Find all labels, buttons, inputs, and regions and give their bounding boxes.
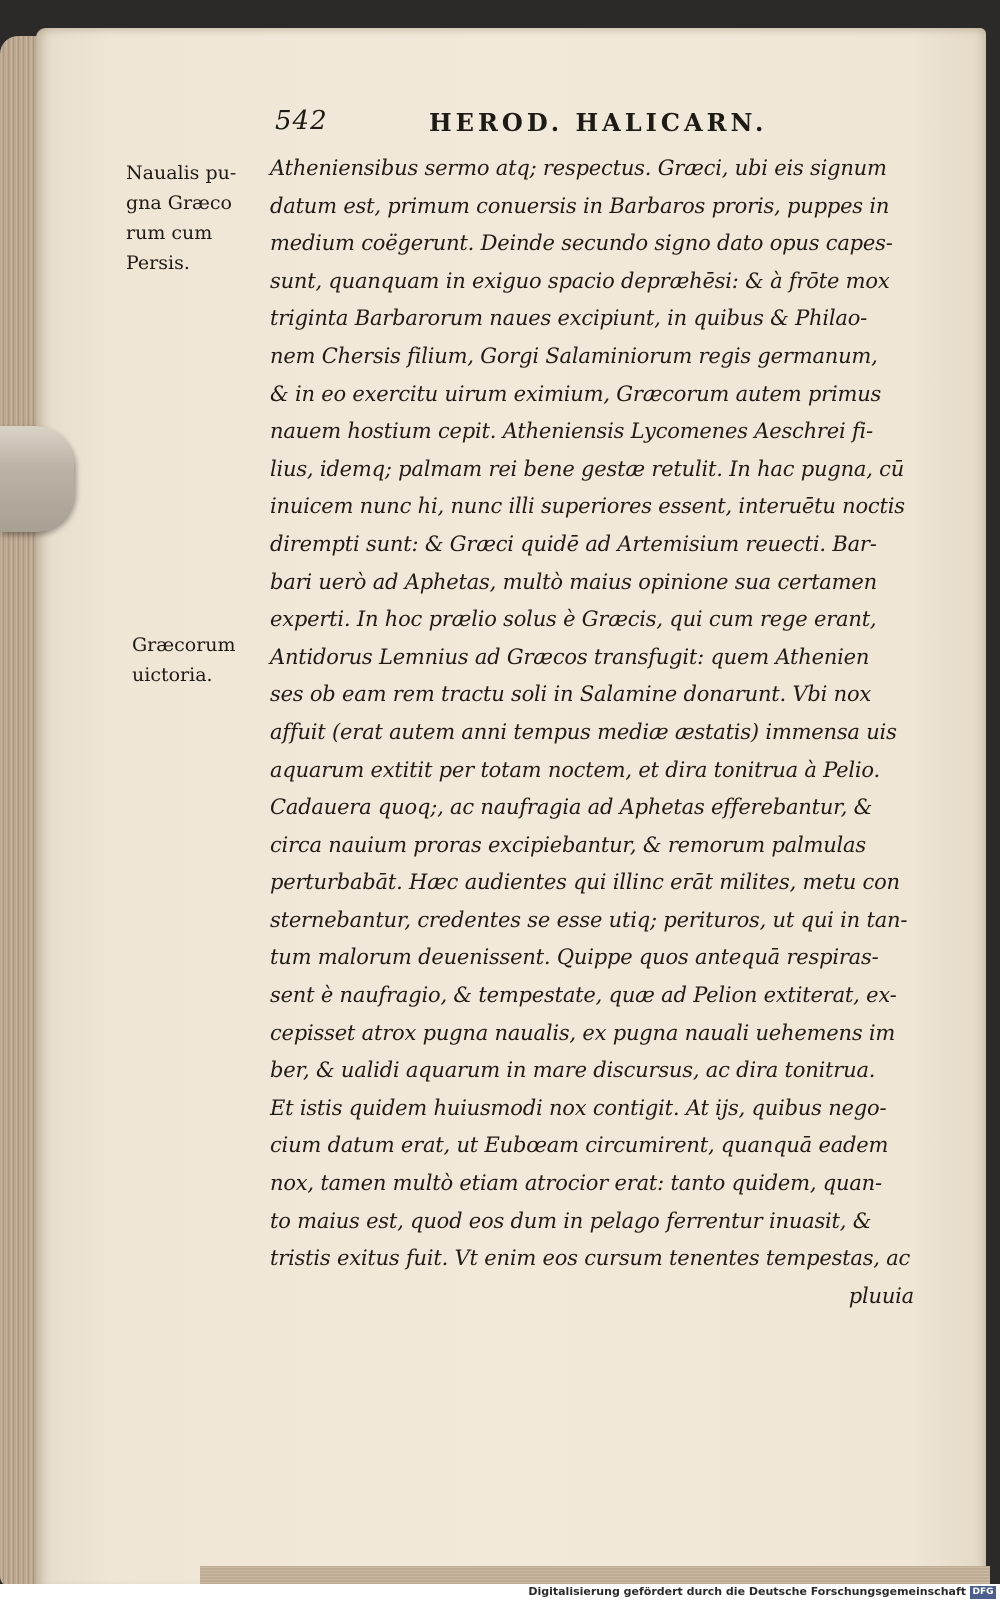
text-line: sunt, quanquam in exiguo spacio depræhēsi: & à frōte mox [270,268,890,293]
bookmark-tab [0,426,74,532]
margin-note-line: Persis. [126,252,190,274]
text-line: datum est, primum conuersis in Barbaros proris, puppes in [270,193,890,218]
text-line: Antidorus Lemnius ad Græcos transfugit: quem Athenien [270,644,870,669]
running-title: HEROD. HALICARN. [429,108,768,137]
margin-note-line: Naualis pu- [126,162,237,184]
text-line: & in eo exercitu uirum eximium, Græcorum autem primus [270,381,882,406]
margin-note-line: gna Græco [126,192,232,214]
text-line: Et istis quidem huiusmodi nox contigit. At ijs, quibus nego- [270,1095,887,1120]
text-line: medium coëgerunt. Deinde secundo signo dato opus capes- [270,231,893,256]
book-bottom-edge [200,1566,990,1584]
text-line: dirempti sunt: & Græci quidē ad Artemisium reuecti. Bar- [270,531,877,556]
text-line: bari uerò ad Aphetas, multò maius opinione sua certamen [270,569,877,594]
funding-credit: Digitalisierung gefördert durch die Deutsche Forschungsgemeinschaft [528,1585,966,1598]
text-line: affuit (erat autem anni tempus mediæ æstatis) immensa uis [270,719,897,744]
text-line: triginta Barbarorum naues excipiunt, in quibus & Philao- [270,306,868,331]
catchword: pluuia [848,1283,914,1308]
text-line: circa nauium proras excipiebantur, & remorum palmulas [270,832,866,857]
text-line: nauem hostium cepit. Atheniensis Lycomenes Aeschrei fi- [270,419,873,444]
margin-note-naval-battle [126,158,236,278]
text-line: ses ob eam rem tractu soli in Salamine donarunt. Vbi nox [270,682,872,707]
text-line: nox, tamen multò etiam atrocior erat: tanto quidem, quan- [270,1171,882,1196]
text-line: tum malorum deuenissent. Quippe quos antequā respiras- [270,945,879,970]
text-line: sternebantur, credentes se esse utiq; perituros, ut qui in tan- [270,907,908,932]
text-line: sent è naufragio, & tempestate, quæ ad Pelion extiterat, ex- [270,983,897,1008]
page-number: 542 [275,106,328,136]
text-line: experti. In hoc prælio solus è Græcis, qui cum rege erant, [270,607,877,632]
text-line: cepisset atrox pugna naualis, ex pugna nauali uehemens im [270,1020,896,1045]
margin-note-line: uictoria. [132,664,213,686]
digitization-footer [0,1584,1000,1602]
text-line: cium datum erat, ut Eubœam circumirent, quanquā eadem [270,1133,889,1158]
margin-note-line: Græcorum [132,634,236,656]
text-line: nem Chersis filium, Gorgi Salaminiorum regis germanum, [270,343,878,368]
text-line: Cadauera quoq;, ac naufragia ad Aphetas efferebantur, & [270,795,873,820]
dfg-logo-icon: DFG [970,1586,996,1599]
text-line: tristis exitus fuit. Vt enim eos cursum tenentes tempestas, ac [270,1246,911,1271]
text-line: aquarum extitit per totam noctem, et dira tonitrua à Pelio. [270,757,880,782]
margin-note-line: rum cum [126,222,213,244]
body-text [270,150,930,1315]
text-line: to maius est, quod eos dum in pelago ferrentur inuasit, & [270,1208,872,1233]
text-line: inuicem nunc hi, nunc illi superiores essent, interuētu noctis [270,494,905,519]
text-line: lius, idemq; palmam rei bene gestæ retulit. In hac pugna, cū [270,456,905,481]
text-line: Atheniensibus sermo atq; respectus. Græci, ubi eis signum [270,156,887,180]
margin-note-greek-victory [132,630,236,690]
text-line: perturbabāt. Hæc audientes qui illinc erāt milites, metu con [270,870,900,895]
text-line: ber, & ualidi aquarum in mare discursus, ac dira tonitrua. [270,1058,876,1083]
